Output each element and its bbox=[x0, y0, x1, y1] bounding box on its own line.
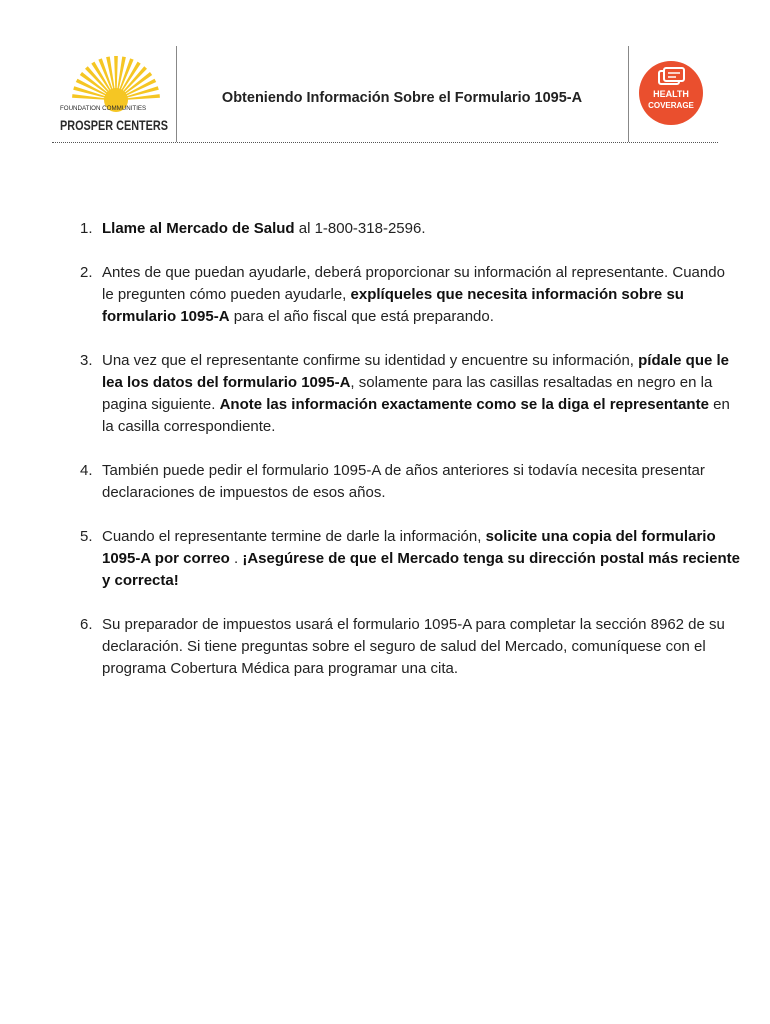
instruction-step bbox=[80, 526, 740, 592]
header-divider-right bbox=[628, 46, 629, 142]
sunburst-icon bbox=[72, 56, 160, 112]
instruction-step bbox=[80, 350, 740, 438]
health-coverage-line2: COVERAGE bbox=[648, 101, 694, 110]
step-text-segment: Cuando el representante termine de darle la información, bbox=[102, 528, 486, 545]
step-emphasis: ¡Asegúrese de que el Mercado tenga su dirección postal más reciente y correcta! bbox=[102, 550, 741, 589]
step-number: 5. bbox=[80, 528, 93, 545]
instructions-list bbox=[80, 218, 740, 702]
step-emphasis: solicite una copia del formulario 1095-A por correo bbox=[102, 528, 716, 567]
step-text bbox=[102, 528, 740, 589]
step-text-segment: Antes de que puedan ayudarle, deberá proporcionar su información al representante. Cuando le pregunten cómo pueden ayudarle, bbox=[102, 264, 725, 303]
prosper-centers-logo bbox=[58, 48, 178, 140]
step-text-segment: en la casilla correspondiente. bbox=[102, 396, 730, 435]
step-text-segment: Su preparador de impuestos usará el formulario 1095-A para completar la sección 8962 de su declaración. Si tiene preguntas sobre el seguro de salud del Mercado, comuníquese con el programa Cobertura Médica para programar una cita. bbox=[102, 616, 725, 677]
step-text-segment: . bbox=[229, 550, 243, 567]
health-coverage-logo bbox=[638, 60, 704, 126]
step-number: 2. bbox=[80, 264, 93, 281]
step-text bbox=[102, 220, 426, 237]
step-emphasis: Llame al Mercado de Salud bbox=[102, 220, 295, 237]
step-text bbox=[102, 616, 725, 677]
instruction-step bbox=[80, 614, 740, 680]
step-number: 3. bbox=[80, 352, 93, 369]
logo-wordmark: PROSPER CENTERS bbox=[60, 117, 168, 133]
instruction-step bbox=[80, 218, 740, 240]
sun-ray bbox=[114, 56, 118, 90]
step-text-segment: para el año fiscal que está preparando. bbox=[229, 308, 494, 325]
step-text-segment: , solamente para las casillas resaltadas en negro en la pagina siguiente. bbox=[102, 374, 713, 413]
step-text-segment: Una vez que el representante confirme su identidad y encuentre su información, bbox=[102, 352, 639, 369]
step-text bbox=[102, 352, 730, 435]
logo-tagline: FOUNDATION COMMUNITIES bbox=[60, 105, 147, 112]
step-text-segment: También puede pedir el formulario 1095-A de años anteriores si todavía necesita presentar declaraciones de impuestos de esos años. bbox=[102, 462, 705, 501]
step-text bbox=[102, 264, 725, 325]
step-number: 1. bbox=[80, 220, 93, 237]
instruction-step bbox=[80, 460, 740, 504]
instruction-step bbox=[80, 262, 740, 328]
step-number: 4. bbox=[80, 462, 93, 479]
page-title: Obteniendo Información Sobre el Formulario 1095-A bbox=[221, 90, 583, 106]
step-emphasis: explíqueles que necesita información sobre su formulario 1095-A bbox=[102, 286, 684, 325]
step-emphasis: Anote las información exactamente como se la diga el representante bbox=[219, 396, 709, 413]
step-text-segment: al 1-800-318-2596. bbox=[294, 220, 426, 237]
step-text bbox=[102, 462, 705, 501]
health-coverage-line1: HEALTH bbox=[653, 89, 689, 99]
page-header bbox=[52, 46, 718, 143]
step-number: 6. bbox=[80, 616, 93, 633]
step-emphasis: pídale que le lea los datos del formulario 1095-A bbox=[102, 352, 729, 391]
